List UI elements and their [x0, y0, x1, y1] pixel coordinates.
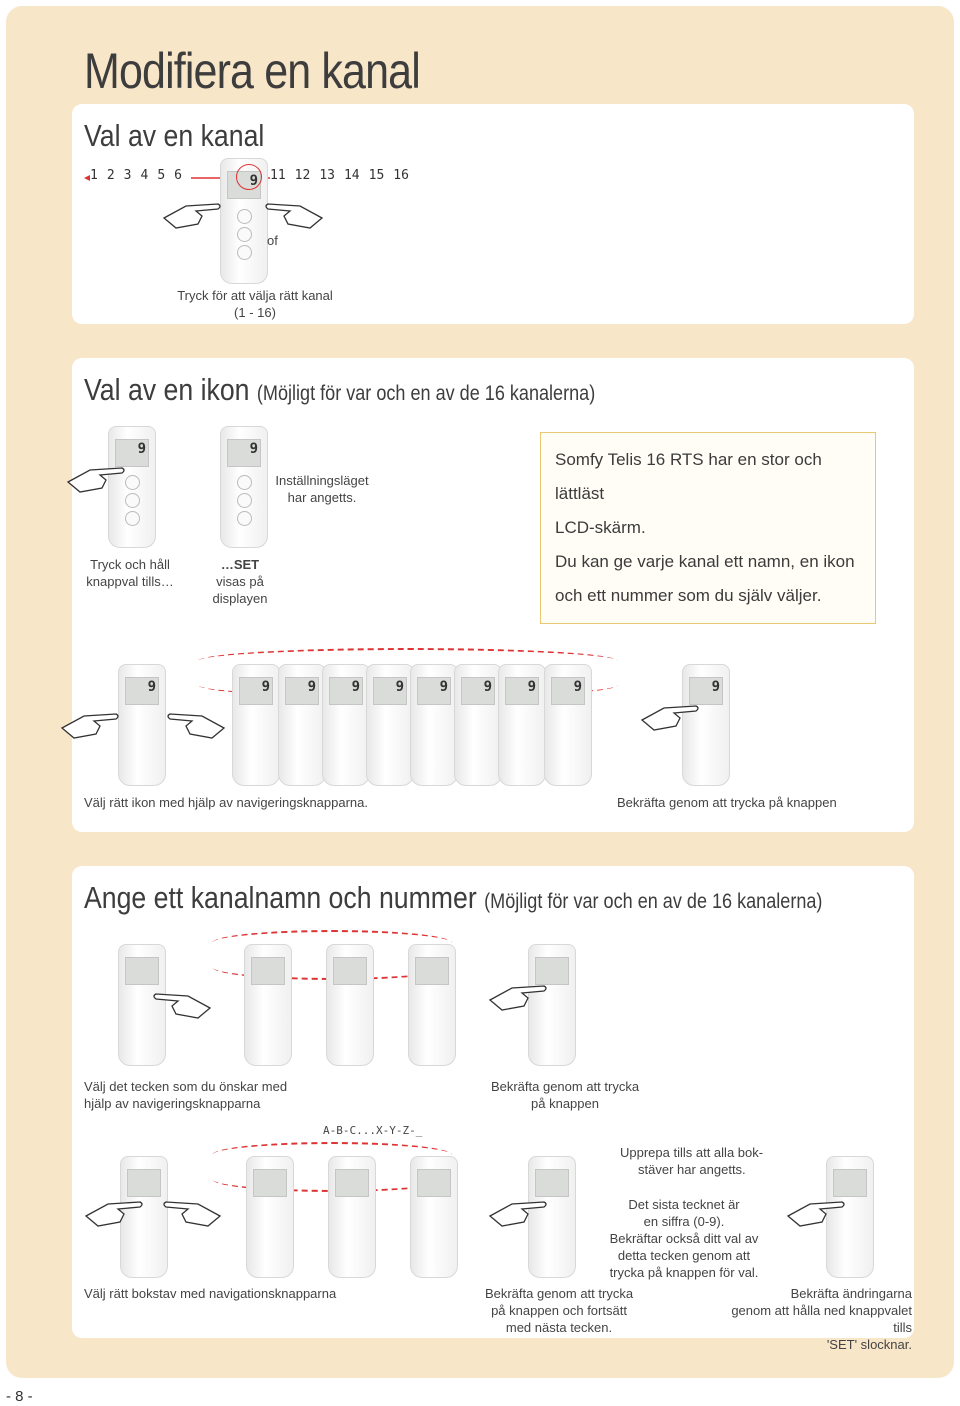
caption-select-channel: [140, 287, 370, 321]
alphabet-sequence: A-B-C...X-Y-Z-_: [323, 1124, 423, 1137]
channel-1: 1: [90, 168, 98, 183]
remote-control: [118, 664, 166, 786]
caption-line: Bekräfta genom att trycka: [490, 1079, 640, 1094]
caption-navigate-icon: Välj rätt ikon med hjälp av navigeringsknapparna.: [84, 795, 369, 810]
caption-line: knappval tills…: [86, 574, 174, 589]
lcd-channel: 9: [137, 441, 146, 457]
info-box: [540, 432, 876, 624]
lcd-channel: 9: [527, 679, 536, 695]
section-title-channel-name: [84, 880, 822, 916]
remote-lcd: [461, 677, 495, 705]
caption-line: på knappen och fortsätt: [491, 1303, 627, 1318]
lcd-channel: 9: [307, 679, 316, 695]
channel-numbers-right: [270, 168, 418, 183]
remote-control: [328, 1156, 376, 1278]
lcd-channel: 9: [439, 679, 448, 695]
page-number: - 8 -: [6, 1388, 33, 1405]
channel-4: 4: [140, 168, 149, 183]
remote-control: [544, 664, 592, 786]
remote-control: [220, 426, 268, 548]
up-button[interactable]: [237, 475, 252, 490]
caption-line: Bekräfta ändringarna: [790, 1286, 912, 1301]
caption-set-shown: [188, 556, 292, 607]
hand-pointer-icon: [66, 462, 128, 496]
hand-pointer-icon: [164, 708, 226, 742]
my-button[interactable]: [237, 227, 252, 242]
up-button[interactable]: [237, 209, 252, 224]
title-subtitle: (Möjligt för var och en av de 16 kanalerna): [256, 382, 596, 405]
remote-lcd: [285, 677, 319, 705]
remote-lcd: [227, 439, 261, 467]
caption-confirm-change: [716, 1285, 912, 1353]
remote-lcd: [417, 1169, 451, 1197]
hand-pointer-icon: [162, 198, 224, 232]
lcd-channel: 9: [483, 679, 492, 695]
hand-pointer-icon: [640, 700, 702, 734]
section-title-select-icon: [84, 372, 595, 408]
remote-lcd: [415, 957, 449, 985]
channel-11: 11: [270, 168, 286, 183]
title-subtitle: (Möjligt för var och en av de 16 kanalerna): [484, 890, 823, 913]
down-button[interactable]: [125, 511, 140, 526]
remote-lcd: [127, 1169, 161, 1197]
info-line: LCD-skärm.: [555, 518, 646, 537]
caption-line: Bekräftar också ditt val av: [609, 1231, 759, 1246]
remote-control: [410, 1156, 458, 1278]
remote-control: [408, 944, 456, 1066]
remote-lcd: [833, 1169, 867, 1197]
remote-lcd: [417, 677, 451, 705]
caption-line: på knappen: [531, 1096, 599, 1111]
channel-2: 2: [106, 168, 115, 183]
channel-3: 3: [123, 168, 132, 183]
caption-line: stäver har angetts.: [638, 1162, 746, 1177]
remote-control: [410, 664, 458, 786]
remote-control: [454, 664, 502, 786]
channel-16: 16: [393, 168, 409, 183]
lcd-channel: 9: [147, 679, 156, 695]
remote-control: [326, 944, 374, 1066]
remote-lcd: [333, 957, 367, 985]
remote-control: [322, 664, 370, 786]
caption-line: 'SET' slocknar.: [826, 1337, 912, 1352]
caption-line: detta tecken genom att: [617, 1248, 751, 1263]
caption-line: Tryck för att välja rätt kanal: [177, 288, 333, 303]
remote-control: [366, 664, 414, 786]
hand-pointer-icon: [488, 1196, 550, 1230]
remote-lcd: [125, 677, 159, 705]
lcd-channel: 9: [711, 679, 720, 695]
remote-lcd: [251, 957, 285, 985]
hand-pointer-icon: [786, 1196, 848, 1230]
remote-control: [244, 944, 292, 1066]
caption-confirm-icon: Bekräfta genom att trycka på knappen: [617, 795, 837, 810]
caption-line: Välj det tecken som du önskar med: [84, 1079, 288, 1094]
hand-pointer-icon: [60, 708, 122, 742]
info-line: Du kan ge varje kanal ett namn, en ikon: [555, 552, 855, 571]
channel-12: 12: [294, 168, 311, 183]
caption-mode-entered: [272, 472, 372, 506]
caption-last-char: [606, 1196, 762, 1281]
channel-14: 14: [343, 168, 360, 183]
remote-control: [232, 664, 280, 786]
remote-lcd: [535, 1169, 569, 1197]
or-label: of: [267, 233, 278, 248]
title-text: Ange ett kanalnamn och nummer: [84, 880, 477, 915]
hand-pointer-icon: [262, 198, 324, 232]
remote-lcd: [253, 1169, 287, 1197]
section-title-select-channel: Val av en kanal: [84, 118, 265, 153]
hand-pointer-icon: [488, 980, 550, 1014]
caption-line: en siffra (0-9).: [643, 1214, 725, 1229]
caption-confirm-next: [484, 1285, 634, 1336]
caption-line: visas på displayen: [212, 574, 268, 606]
remote-lcd: [551, 677, 585, 705]
caption-line: Det sista tecknet är: [628, 1197, 740, 1212]
channel-13: 13: [319, 168, 335, 183]
hand-pointer-icon: [160, 1196, 222, 1230]
caption-line: Tryck och håll: [90, 557, 170, 572]
caption-line: genom att hålla ned knappvalet tills: [731, 1303, 912, 1335]
remote-lcd: [335, 1169, 369, 1197]
lcd-channel: 9: [249, 173, 258, 189]
down-button[interactable]: [237, 511, 252, 526]
lcd-channel: 9: [351, 679, 360, 695]
remote-lcd: [239, 677, 273, 705]
caption-line: med nästa tecken.: [505, 1320, 613, 1335]
remote-lcd: [373, 677, 407, 705]
lcd-channel: 9: [573, 679, 582, 695]
selection-circle: [236, 164, 262, 190]
caption-choose-char: [84, 1078, 287, 1112]
remote-lcd: [125, 957, 159, 985]
caption-confirm-char: [488, 1078, 642, 1112]
info-line: och ett nummer som du själv väljer.: [555, 586, 822, 605]
channel-6: 6: [174, 168, 182, 183]
caption-line: hjälp av navigeringsknapparna: [84, 1096, 261, 1111]
info-line: Somfy Telis 16 RTS har en stor och lättläst: [555, 450, 822, 503]
hand-pointer-icon: [150, 988, 212, 1022]
channel-numbers-left: [90, 168, 191, 183]
title-text: Val av en ikon: [84, 372, 250, 407]
caption-line: trycka på knappen för val.: [609, 1265, 759, 1280]
remote-control: [498, 664, 546, 786]
channel-15: 15: [368, 168, 385, 183]
caption-choose-letter: Välj rätt bokstav med navigationsknapparna: [84, 1286, 337, 1301]
caption-line: Bekräfta genom att trycka: [484, 1286, 634, 1301]
remote-lcd: [505, 677, 539, 705]
caption-press-hold: [82, 556, 178, 590]
caption-line: …SET: [220, 557, 260, 572]
caption-line: (1 - 16): [234, 305, 276, 320]
hand-pointer-icon: [84, 1196, 146, 1230]
lcd-channel: 9: [261, 679, 270, 695]
remote-lcd: [329, 677, 363, 705]
channel-5: 5: [157, 168, 166, 183]
caption-line: Upprepa tills att alla bok-: [620, 1145, 764, 1160]
caption-line: Inställningsläget: [275, 473, 369, 488]
lcd-channel: 9: [249, 441, 258, 457]
caption-line: har angetts.: [287, 490, 357, 505]
remote-control: [278, 664, 326, 786]
down-button[interactable]: [237, 245, 252, 260]
my-button[interactable]: [237, 493, 252, 508]
page-title: Modifiera en kanal: [84, 43, 420, 99]
remote-control: [246, 1156, 294, 1278]
caption-repeat: [620, 1144, 763, 1178]
lcd-channel: 9: [395, 679, 404, 695]
